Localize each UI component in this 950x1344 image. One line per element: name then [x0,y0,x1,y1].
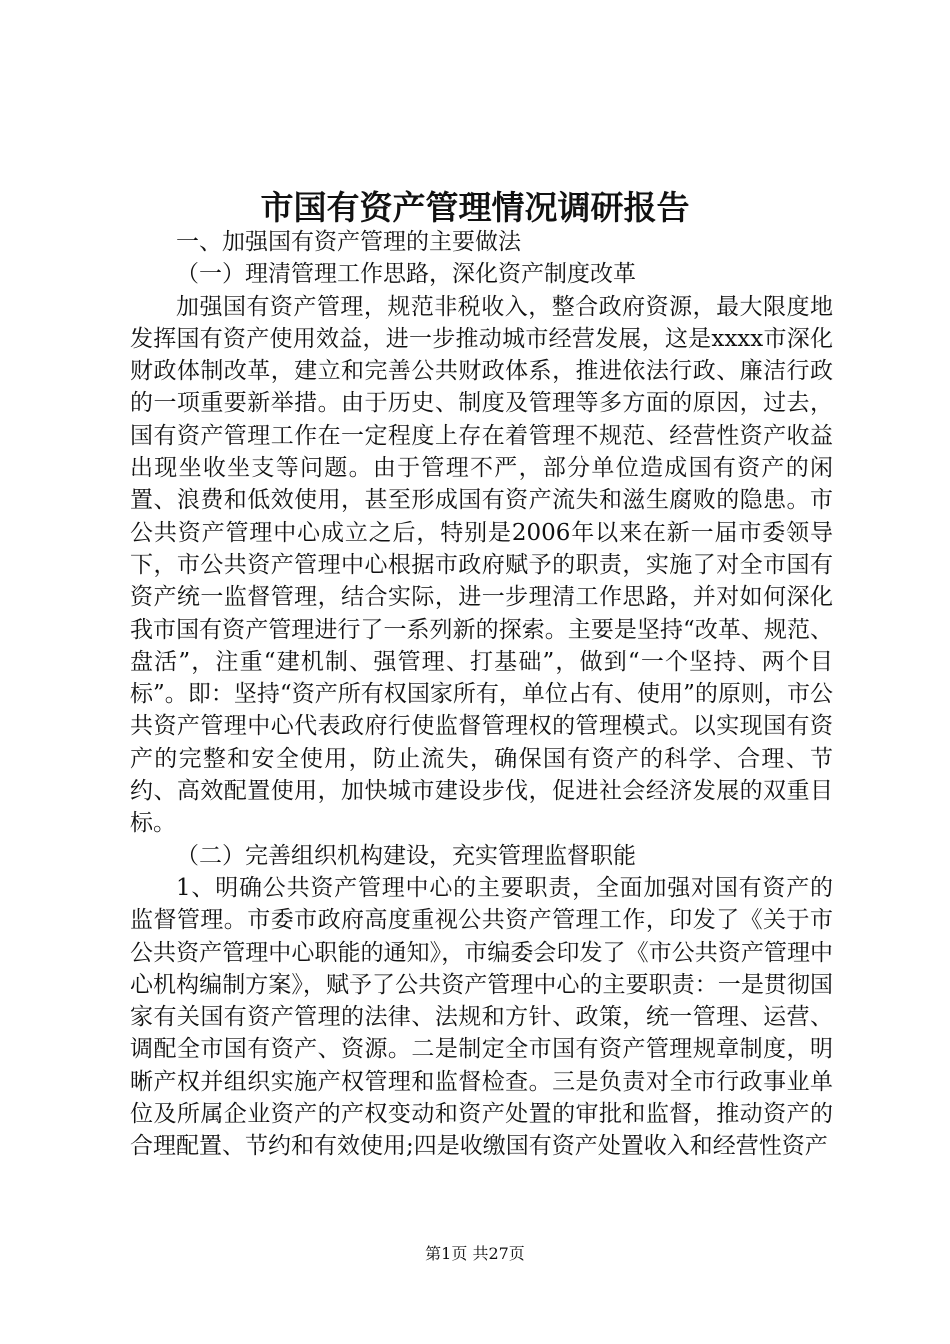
paragraph-1: 加强国有资产管理，规范非税收入，整合政府资源，最大限度地发挥国有资产使用效益，进一步推动城市经营发展，这是xxxx市深化财政体制改革，建立和完善公共财政体系，推进依法行政、廉洁行政的一项重要新举措。由于历史、制度及管理等多方面的原因，过去，国有资产管理工作在一定程度上存在着管理不规范、经营性资产收益出现坐收坐支等问题。由于管理不严，部分单位造成国有资产的闲置、浪费和低效使用，甚至形成国有资产流失和滋生腐败的隐患。市公共资产管理中心成立之后，特别是2006年以来在新一届市委领导下，市公共资产管理中心根据市政府赋予的职责，实施了对全市国有资产统一监督管理，结合实际，进一步理清工作思路，并对如何深化我市国有资产管理进行了一系列新的探索。主要是坚持“改革、规范、盘活”，注重“建机制、强管理、打基础”，做到“一个坚持、两个目标”。即：坚持“资产所有权国家所有，单位占有、使用”的原则，市公共资产管理中心代表政府行使监督管理权的管理模式。以实现国有资产的完整和安全使用，防止流失，确保国有资产的科学、合理、节约、高效配置使用，加快城市建设步伐，促进社会经济发展的双重目标。 [130,293,833,837]
subsection-heading-2: （二）完善组织机构建设，充实管理监督职能 [176,842,636,869]
paragraph-2: 1、明确公共资产管理中心的主要职责，全面加强对国有资产的监督管理。市委市政府高度重视公共资产管理工作，印发了《关于市公共资产管理中心职能的通知》，市编委会印发了《市公共资产管理中心机构编制方案》，赋予了公共资产管理中心的主要职责：一是贯彻国家有关国有资产管理的法律、法规和方针、政策，统一管理、运营、调配全市国有资产、资源。二是制定全市国有资产管理规章制度，明晰产权并组织实施产权管理和监督检查。三是负责对全市行政事业单位及所属企业资产的产权变动和资产处置的审批和监督，推动资产的合理配置、节约和有效使用;四是收缴国有资产处置收入和经营性资产 [130,874,833,1160]
section-heading: 一、加强国有资产管理的主要做法 [176,229,521,255]
document-body [130,226,833,1163]
page-title: 市国有资产管理情况调研报告 [260,188,690,227]
subsection-heading-1: （一）理清管理工作思路，深化资产制度改革 [176,261,636,288]
page-footer: 第1页 共27页 [425,1244,525,1263]
